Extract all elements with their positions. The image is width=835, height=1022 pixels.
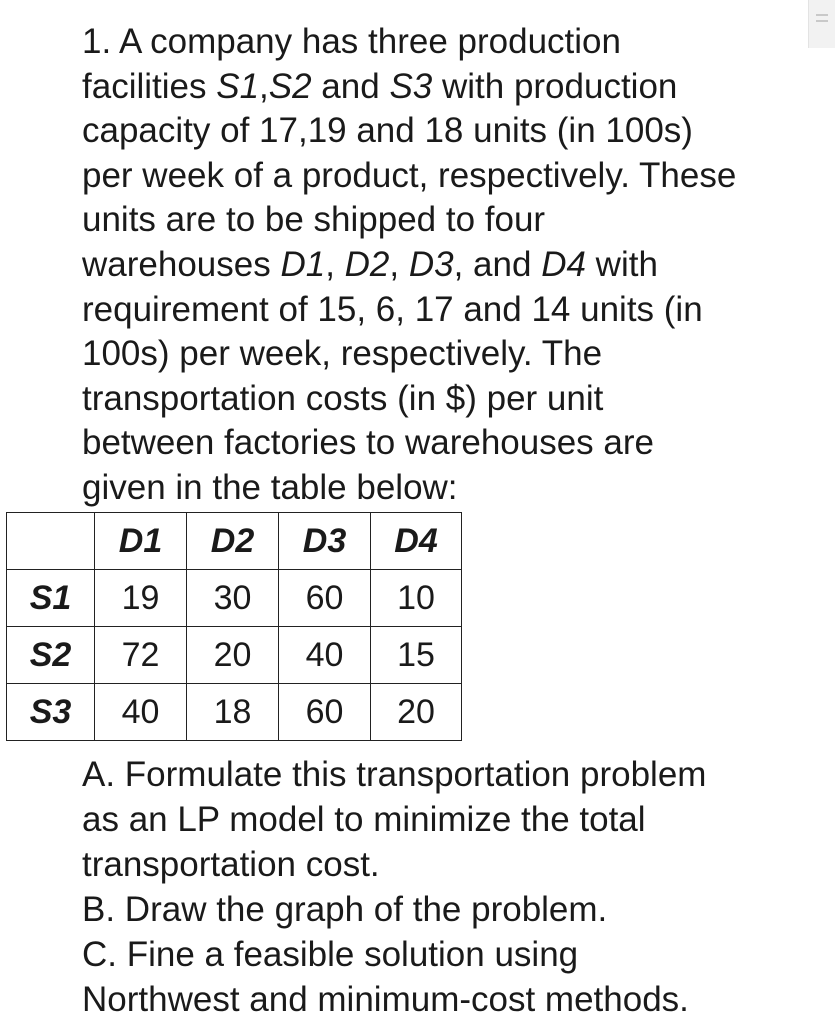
cost-cell: 40	[279, 627, 371, 684]
problem-line: 100s) per week, respectively. The	[82, 334, 603, 374]
problem-statement	[82, 20, 812, 511]
problem-line: warehouses D1, D2, D3, and D4 with	[82, 244, 658, 284]
problem-line: between factories to warehouses are	[82, 423, 654, 463]
part-line: C. Fine a feasible solution using	[82, 935, 579, 974]
row-header-s2: S2	[7, 627, 95, 684]
table-row	[7, 684, 462, 741]
column-header-d3: D3	[279, 513, 371, 570]
cost-cell: 15	[371, 627, 462, 684]
table-row	[7, 570, 462, 627]
cost-cell: 60	[279, 684, 371, 741]
row-header-s3: S3	[7, 684, 95, 741]
cost-cell: 30	[187, 570, 279, 627]
problem-line: 1. A company has three production	[82, 22, 621, 61]
cost-cell: 40	[95, 684, 187, 741]
cost-cell: 60	[279, 570, 371, 627]
column-header-d2: D2	[187, 513, 279, 570]
column-header-d4: D4	[371, 513, 462, 570]
problem-line: capacity of 17,19 and 18 units (in 100s)	[82, 111, 693, 151]
problem-line: units are to be shipped to four	[82, 200, 546, 240]
table-row	[7, 627, 462, 684]
cost-cell: 18	[187, 684, 279, 741]
row-header-s1: S1	[7, 570, 95, 627]
cost-cell: 20	[187, 627, 279, 684]
cost-cell: 19	[95, 570, 187, 627]
part-line: Northwest and minimum-cost methods.	[82, 980, 689, 1019]
column-header-d1: D1	[95, 513, 187, 570]
part-line: B. Draw the graph of the problem.	[82, 890, 608, 929]
problem-line: per week of a product, respectively. These	[82, 155, 737, 195]
part-line: A. Formulate this transportation problem	[82, 755, 707, 794]
part-line: as an LP model to minimize the total	[82, 800, 646, 839]
cost-cell: 10	[371, 570, 462, 627]
table-header-row	[7, 513, 462, 570]
cost-cell: 20	[371, 684, 462, 741]
cost-cell: 72	[95, 627, 187, 684]
scroll-handle-icon[interactable]	[808, 0, 835, 48]
cost-table	[6, 512, 462, 741]
question-parts	[82, 752, 822, 1022]
table-corner-cell	[7, 513, 95, 570]
problem-line: requirement of 15, 6, 17 and 14 units (in	[82, 289, 703, 329]
problem-line: given in the table below:	[82, 467, 458, 507]
problem-line: transportation costs (in $) per unit	[82, 378, 604, 418]
part-line: transportation cost.	[82, 845, 380, 884]
problem-line: facilities S1,S2 and S3 with production	[82, 66, 678, 106]
